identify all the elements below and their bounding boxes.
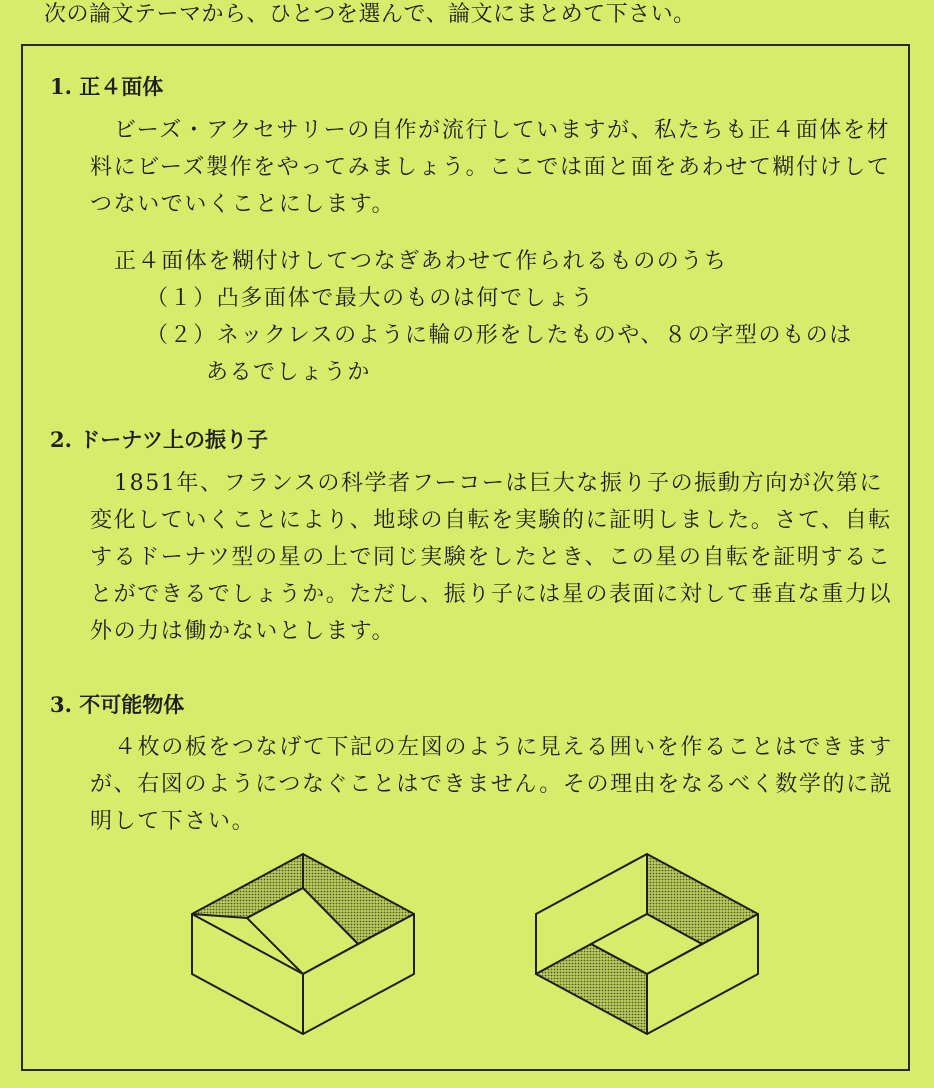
section-1-lead: 正４面体を糊付けしてつなぎあわせて作られるもののうち xyxy=(114,249,728,274)
possible-box-figure xyxy=(192,854,414,1034)
section-1-question-2-continued: あるでしょうか xyxy=(206,360,371,385)
section-1-question-2: （２）ネックレスのように輪の形をしたものや、８の字型のものは xyxy=(146,323,853,348)
section-1-body xyxy=(90,112,895,223)
page-header: 次の論文テーマから、ひとつを選んで、論文にまとめて下さい。 xyxy=(44,2,696,27)
box-figures xyxy=(188,848,768,1048)
section-1-question-1: （１）凸多面体で最大のものは何でしょう xyxy=(146,286,595,311)
section-3-body-text: ４枚の板をつなげて下記の左図のように見える囲いを作ることはできますが、右図のようにつなぐことはできません。その理由をなるべく数学的に説明して下さい。 xyxy=(90,735,894,834)
section-1-body-text: ビーズ・アクセサリーの自作が流行していますが、私たちも正４面体を材料にビーズ製作をやってみましょう。ここでは面と面をあわせて糊付けしてつないでいくことにします。 xyxy=(90,118,891,217)
impossible-box-figure xyxy=(536,854,758,1034)
section-1-title: 1. 正４面体 xyxy=(50,74,164,99)
section-2-body-text: 1851年、フランスの科学者フーコーは巨大な振り子の振動方向が次第に変化していくことにより、地球の自転を実験的に証明しました。さて、自転するドーナツ型の星の上で同じ実験をしたとき、この星の自転を証明することができるでしょうか。ただし、振り子には星の表面に対して垂直な重力以外の力は働かないとします。 xyxy=(90,471,893,644)
section-2-title: 2. ドーナツ上の振り子 xyxy=(50,427,269,452)
section-3-body xyxy=(90,729,895,840)
section-2-body xyxy=(90,465,895,650)
section-3-title: 3. 不可能物体 xyxy=(50,692,185,717)
